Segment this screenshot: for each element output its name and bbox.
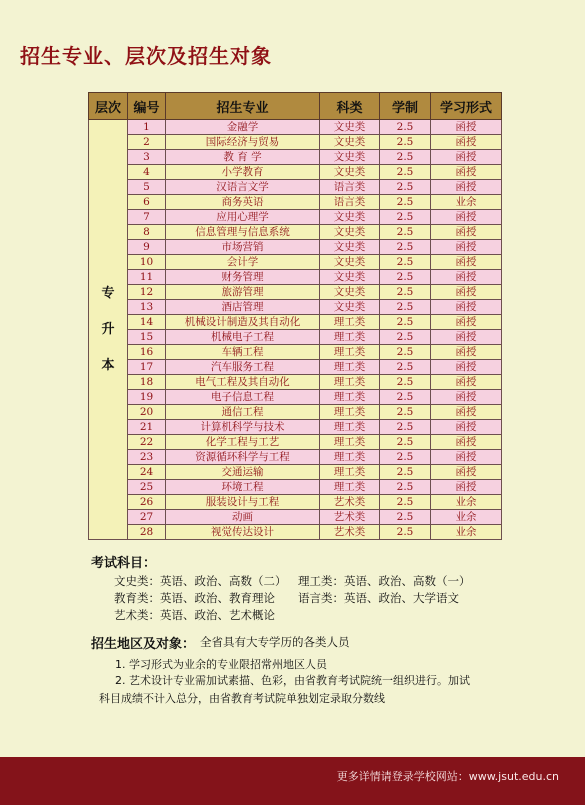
major-name-cell: 车辆工程 xyxy=(166,345,320,360)
category-cell: 艺术类 xyxy=(320,495,380,510)
row-number-cell: 10 xyxy=(128,255,166,270)
row-number-cell: 5 xyxy=(128,180,166,195)
level-char: 升 xyxy=(101,321,115,337)
row-number-cell: 9 xyxy=(128,240,166,255)
duration-cell: 2.5 xyxy=(380,225,431,240)
page-title: 招生专业、层次及招生对象 xyxy=(20,44,272,68)
duration-cell: 2.5 xyxy=(380,210,431,225)
table-row xyxy=(89,465,502,480)
duration-cell: 2.5 xyxy=(380,165,431,180)
major-name-cell: 计算机科学与技术 xyxy=(166,420,320,435)
study-mode-cell: 函授 xyxy=(431,285,502,300)
study-mode-cell: 函授 xyxy=(431,390,502,405)
major-name-cell: 化学工程与工艺 xyxy=(166,435,320,450)
study-mode-cell: 函授 xyxy=(431,465,502,480)
exam-subjects-title: 考试科目： xyxy=(91,556,157,571)
study-mode-cell: 函授 xyxy=(431,180,502,195)
duration-cell: 2.5 xyxy=(380,390,431,405)
table-row xyxy=(89,450,502,465)
header-category: 科类 xyxy=(320,93,380,120)
note-1: 1. 学习形式为业余的专业限招常州地区人员 xyxy=(115,658,327,671)
study-mode-cell: 函授 xyxy=(431,120,502,135)
category-cell: 语言类 xyxy=(320,195,380,210)
category-cell: 理工类 xyxy=(320,420,380,435)
study-mode-cell: 业余 xyxy=(431,525,502,540)
major-name-cell: 汽车服务工程 xyxy=(166,360,320,375)
note-2-line-2: 科目成绩不计入总分，由省教育考试院单独划定录取分数线 xyxy=(99,692,385,705)
row-number-cell: 6 xyxy=(128,195,166,210)
major-name-cell: 机械电子工程 xyxy=(166,330,320,345)
category-cell: 理工类 xyxy=(320,360,380,375)
row-number-cell: 15 xyxy=(128,330,166,345)
category-cell: 文史类 xyxy=(320,120,380,135)
table-row xyxy=(89,180,502,195)
level-char: 本 xyxy=(101,357,115,373)
duration-cell: 2.5 xyxy=(380,315,431,330)
major-name-cell: 会计学 xyxy=(166,255,320,270)
table-row xyxy=(89,165,502,180)
row-number-cell: 21 xyxy=(128,420,166,435)
row-number-cell: 16 xyxy=(128,345,166,360)
duration-cell: 2.5 xyxy=(380,525,431,540)
category-cell: 文史类 xyxy=(320,165,380,180)
study-mode-cell: 函授 xyxy=(431,375,502,390)
row-number-cell: 8 xyxy=(128,225,166,240)
category-cell: 语言类 xyxy=(320,180,380,195)
category-cell: 文史类 xyxy=(320,255,380,270)
study-mode-cell: 函授 xyxy=(431,345,502,360)
major-name-cell: 商务英语 xyxy=(166,195,320,210)
duration-cell: 2.5 xyxy=(380,255,431,270)
note-2-line-1: 2. 艺术设计专业需加试素描、色彩，由省教育考试院统一组织进行。加试 xyxy=(115,674,470,687)
major-name-cell: 酒店管理 xyxy=(166,300,320,315)
major-name-cell: 旅游管理 xyxy=(166,285,320,300)
major-name-cell: 金融学 xyxy=(166,120,320,135)
table-row xyxy=(89,195,502,210)
study-mode-cell: 函授 xyxy=(431,480,502,495)
study-mode-cell: 函授 xyxy=(431,450,502,465)
row-number-cell: 23 xyxy=(128,450,166,465)
category-cell: 理工类 xyxy=(320,405,380,420)
duration-cell: 2.5 xyxy=(380,420,431,435)
major-name-cell: 服装设计与工程 xyxy=(166,495,320,510)
table-row xyxy=(89,420,502,435)
category-cell: 理工类 xyxy=(320,450,380,465)
major-name-cell: 市场营销 xyxy=(166,240,320,255)
table-row xyxy=(89,135,502,150)
row-number-cell: 1 xyxy=(128,120,166,135)
row-number-cell: 18 xyxy=(128,375,166,390)
major-name-cell: 国际经济与贸易 xyxy=(166,135,320,150)
row-number-cell: 17 xyxy=(128,360,166,375)
category-cell: 文史类 xyxy=(320,285,380,300)
category-cell: 艺术类 xyxy=(320,510,380,525)
table-row xyxy=(89,360,502,375)
table-body xyxy=(89,120,502,540)
category-cell: 文史类 xyxy=(320,225,380,240)
row-number-cell: 12 xyxy=(128,285,166,300)
category-cell: 理工类 xyxy=(320,330,380,345)
row-number-cell: 27 xyxy=(128,510,166,525)
table-row xyxy=(89,270,502,285)
study-mode-cell: 业余 xyxy=(431,195,502,210)
duration-cell: 2.5 xyxy=(380,150,431,165)
study-mode-cell: 函授 xyxy=(431,150,502,165)
table-row xyxy=(89,480,502,495)
header-major: 招生专业 xyxy=(166,93,320,120)
major-name-cell: 电子信息工程 xyxy=(166,390,320,405)
level-char: 专 xyxy=(101,285,115,301)
category-cell: 文史类 xyxy=(320,150,380,165)
major-name-cell: 交通运输 xyxy=(166,465,320,480)
duration-cell: 2.5 xyxy=(380,435,431,450)
study-mode-cell: 函授 xyxy=(431,165,502,180)
duration-cell: 2.5 xyxy=(380,465,431,480)
table-row xyxy=(89,435,502,450)
table-row xyxy=(89,225,502,240)
study-mode-cell: 函授 xyxy=(431,360,502,375)
duration-cell: 2.5 xyxy=(380,360,431,375)
major-name-cell: 财务管理 xyxy=(166,270,320,285)
duration-cell: 2.5 xyxy=(380,345,431,360)
table-row xyxy=(89,405,502,420)
exam-wenshi: 文史类：英语、政治、高数（二） xyxy=(114,574,287,588)
row-number-cell: 13 xyxy=(128,300,166,315)
row-number-cell: 19 xyxy=(128,390,166,405)
table-row xyxy=(89,240,502,255)
major-name-cell: 机械设计制造及其自动化 xyxy=(166,315,320,330)
study-mode-cell: 函授 xyxy=(431,240,502,255)
row-number-cell: 11 xyxy=(128,270,166,285)
table-row xyxy=(89,390,502,405)
study-mode-cell: 函授 xyxy=(431,255,502,270)
study-mode-cell: 函授 xyxy=(431,210,502,225)
category-cell: 文史类 xyxy=(320,240,380,255)
table-row xyxy=(89,345,502,360)
region-title: 招生地区及对象： xyxy=(91,637,196,652)
table-row xyxy=(89,285,502,300)
table-row xyxy=(89,375,502,390)
table-row xyxy=(89,315,502,330)
header-duration: 学制 xyxy=(380,93,431,120)
duration-cell: 2.5 xyxy=(380,300,431,315)
table-row xyxy=(89,255,502,270)
row-number-cell: 22 xyxy=(128,435,166,450)
duration-cell: 2.5 xyxy=(380,240,431,255)
major-name-cell: 小学教育 xyxy=(166,165,320,180)
major-name-cell: 电气工程及其自动化 xyxy=(166,375,320,390)
header-study-mode: 学习形式 xyxy=(431,93,502,120)
category-cell: 文史类 xyxy=(320,135,380,150)
majors-table xyxy=(88,92,502,540)
category-cell: 理工类 xyxy=(320,435,380,450)
study-mode-cell: 函授 xyxy=(431,135,502,150)
major-name-cell: 信息管理与信息系统 xyxy=(166,225,320,240)
duration-cell: 2.5 xyxy=(380,330,431,345)
row-number-cell: 14 xyxy=(128,315,166,330)
major-name-cell: 教 育 学 xyxy=(166,150,320,165)
duration-cell: 2.5 xyxy=(380,480,431,495)
table-row xyxy=(89,330,502,345)
major-name-cell: 资源循环科学与工程 xyxy=(166,450,320,465)
category-cell: 理工类 xyxy=(320,345,380,360)
duration-cell: 2.5 xyxy=(380,405,431,420)
region-text: 全省具有大专学历的各类人员 xyxy=(200,635,350,649)
major-name-cell: 动画 xyxy=(166,510,320,525)
study-mode-cell: 业余 xyxy=(431,510,502,525)
table-row xyxy=(89,525,502,540)
duration-cell: 2.5 xyxy=(380,450,431,465)
footer-bar xyxy=(0,757,585,805)
row-number-cell: 28 xyxy=(128,525,166,540)
row-number-cell: 24 xyxy=(128,465,166,480)
exam-jiaoyu: 教育类：英语、政治、教育理论 xyxy=(114,591,275,605)
category-cell: 文史类 xyxy=(320,300,380,315)
exam-ligong: 理工类：英语、政治、高数（一） xyxy=(298,574,471,588)
major-name-cell: 视觉传达设计 xyxy=(166,525,320,540)
header-level: 层次 xyxy=(89,93,128,120)
category-cell: 理工类 xyxy=(320,375,380,390)
table-row xyxy=(89,120,502,135)
row-number-cell: 3 xyxy=(128,150,166,165)
duration-cell: 2.5 xyxy=(380,195,431,210)
footer-website-text: 更多详情请登录学校网站：www.jsut.edu.cn xyxy=(336,770,559,783)
majors-table-container xyxy=(88,92,501,540)
category-cell: 文史类 xyxy=(320,270,380,285)
exam-yuyan: 语言类：英语、政治、大学语文 xyxy=(298,591,459,605)
header-number: 编号 xyxy=(128,93,166,120)
table-row xyxy=(89,510,502,525)
duration-cell: 2.5 xyxy=(380,510,431,525)
duration-cell: 2.5 xyxy=(380,270,431,285)
major-name-cell: 通信工程 xyxy=(166,405,320,420)
row-number-cell: 20 xyxy=(128,405,166,420)
category-cell: 理工类 xyxy=(320,480,380,495)
duration-cell: 2.5 xyxy=(380,285,431,300)
study-mode-cell: 函授 xyxy=(431,405,502,420)
table-row xyxy=(89,150,502,165)
study-mode-cell: 函授 xyxy=(431,300,502,315)
duration-cell: 2.5 xyxy=(380,375,431,390)
category-cell: 艺术类 xyxy=(320,525,380,540)
category-cell: 理工类 xyxy=(320,465,380,480)
row-number-cell: 25 xyxy=(128,480,166,495)
table-row xyxy=(89,495,502,510)
duration-cell: 2.5 xyxy=(380,120,431,135)
study-mode-cell: 函授 xyxy=(431,315,502,330)
category-cell: 理工类 xyxy=(320,315,380,330)
study-mode-cell: 函授 xyxy=(431,225,502,240)
duration-cell: 2.5 xyxy=(380,495,431,510)
study-mode-cell: 函授 xyxy=(431,330,502,345)
major-name-cell: 环境工程 xyxy=(166,480,320,495)
category-cell: 文史类 xyxy=(320,210,380,225)
row-number-cell: 4 xyxy=(128,165,166,180)
row-number-cell: 7 xyxy=(128,210,166,225)
row-number-cell: 26 xyxy=(128,495,166,510)
table-header-row xyxy=(89,93,502,120)
major-name-cell: 应用心理学 xyxy=(166,210,320,225)
table-row xyxy=(89,210,502,225)
study-mode-cell: 业余 xyxy=(431,495,502,510)
duration-cell: 2.5 xyxy=(380,180,431,195)
major-name-cell: 汉语言文学 xyxy=(166,180,320,195)
category-cell: 理工类 xyxy=(320,390,380,405)
level-cell xyxy=(89,120,128,540)
exam-yishu: 艺术类：英语、政治、艺术概论 xyxy=(114,608,275,622)
study-mode-cell: 函授 xyxy=(431,435,502,450)
duration-cell: 2.5 xyxy=(380,135,431,150)
row-number-cell: 2 xyxy=(128,135,166,150)
study-mode-cell: 函授 xyxy=(431,270,502,285)
table-row xyxy=(89,300,502,315)
study-mode-cell: 函授 xyxy=(431,420,502,435)
